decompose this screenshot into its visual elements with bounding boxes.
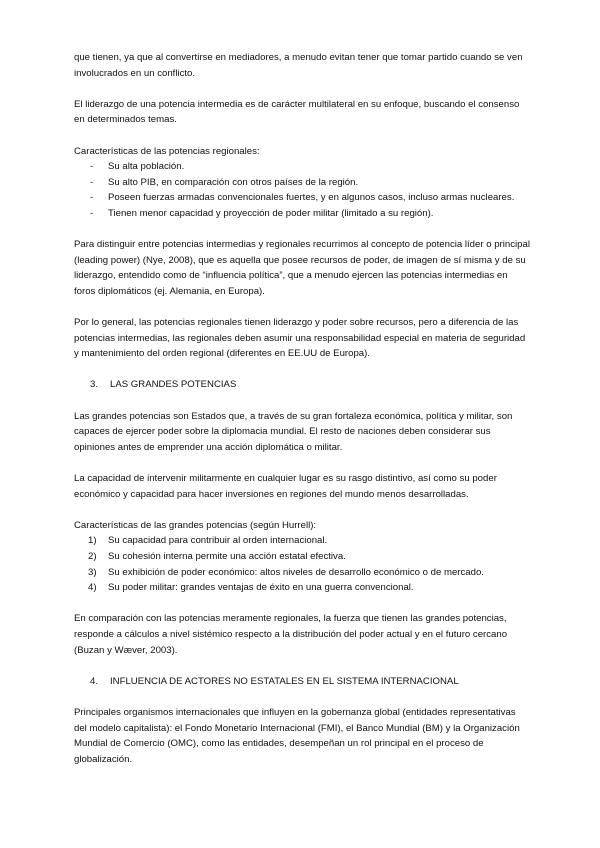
regional-powers-list (74, 159, 530, 221)
bullet-dash: - (90, 192, 94, 204)
list-item: - Su alta población. (74, 159, 530, 175)
list-item: 4) Su poder militar: grandes ventajas de éxito en una guerra convencional. (74, 580, 530, 596)
section-title: LAS GRANDES POTENCIAS (110, 379, 237, 391)
list-item: - Poseen fuerzas armadas convencionales fuertes, y en algunos casos, incluso armas nucleares. (74, 190, 530, 206)
paragraph-regional-leadership: Por lo general, las potencias regionales tienen liderazgo y poder sobre recursos, pero a diferencia de las potencias intermedias, las regionales deben asumir una responsabilidad especial en materia de seguridad y mantenimiento del orden regional (diferentes en EE.UU de Europa). (74, 317, 526, 360)
paragraph-international-organizations: Principales organismos internacionales que influyen en la gobernanza global (entidades representativas del modelo capitalista): el Fondo Monetario Internacional (FMI), el Banco Mundial (BM) y la Organización Mundial de Comercio (OMC), como las entidades, desempeñan un rol principal en el proceso de globalización. (74, 706, 520, 765)
great-powers-list (74, 533, 530, 595)
list-item: 3) Su exhibición de poder económico: altos niveles de desarrollo económico o de mercado. (74, 565, 530, 581)
list-item: 1) Su capacidad para contribuir al orden internacional. (74, 533, 530, 549)
list-number: 4) (88, 582, 97, 594)
list-item: 2) Su cohesión interna permite una acción estatal efectiva. (74, 549, 530, 565)
section-heading-3 (74, 377, 530, 393)
bullet-dash: - (90, 161, 94, 173)
bullet-dash: - (90, 176, 94, 188)
great-powers-intro: Características de las grandes potencias (según Hurrell): (74, 519, 317, 531)
paragraph-great-powers-definition: Las grandes potencias son Estados que, a través de su gran fortaleza económica, política y militar, son capaces de ejercer poder sobre la diplomacia mundial. El resto de naciones deben considerar sus opiniones antes de emprender una acción diplomática o militar. (74, 410, 513, 453)
section-title: INFLUENCIA DE ACTORES NO ESTATALES EN EL SISTEMA INTERNACIONAL (110, 675, 459, 687)
paragraph-leading-power: Para distinguir entre potencias intermedias y regionales recurrimos al concepto de potencia líder o principal (leading power) (Nye, 2008), que es aquella que posee recursos de poder, de imagen de sí misma y de su liderazgo, entendido como de “influencia política”, que a menudo ejercen las potencias intermedias en foros diplomáticos (ej. Alemania, en Europa). (74, 239, 530, 297)
list-item: - Tienen menor capacidad y proyección de poder militar (limitado a su región). (74, 206, 530, 222)
list-number: 1) (88, 535, 97, 547)
list-item: - Su alto PIB, en comparación con otros países de la región. (74, 175, 530, 191)
paragraph-comparison: En comparación con las potencias meramente regionales, la fuerza que tienen las grandes potencias, responde a cálculos a nivel sistémico respecto a la distribución del poder actual y en el futuro cercano (Buzan y Wæver, 2003). (74, 613, 508, 656)
paragraph-mediators: que tienen, ya que al convertirse en mediadores, a menudo evitan tener que tomar partido cuando se ven involucrados en un conflicto. (74, 52, 523, 79)
section-number: 3. (90, 379, 99, 391)
list-number: 2) (88, 551, 97, 562)
regional-powers-intro: Características de las potencias regionales: (74, 145, 260, 157)
list-number: 3) (88, 566, 97, 578)
section-heading-4 (74, 674, 530, 690)
paragraph-military-capacity: La capacidad de intervenir militarmente en cualquier lugar es su rasgo distintivo, así como su poder económico y capacidad para hacer inversiones en regiones del mundo menos desarrolladas. (74, 473, 497, 500)
paragraph-multilateral-leadership: El liderazgo de una potencia intermedia es de carácter multilateral en su enfoque, buscando el consenso en determinados temas. (74, 98, 520, 126)
bullet-dash: - (90, 207, 94, 219)
section-number: 4. (90, 675, 99, 687)
